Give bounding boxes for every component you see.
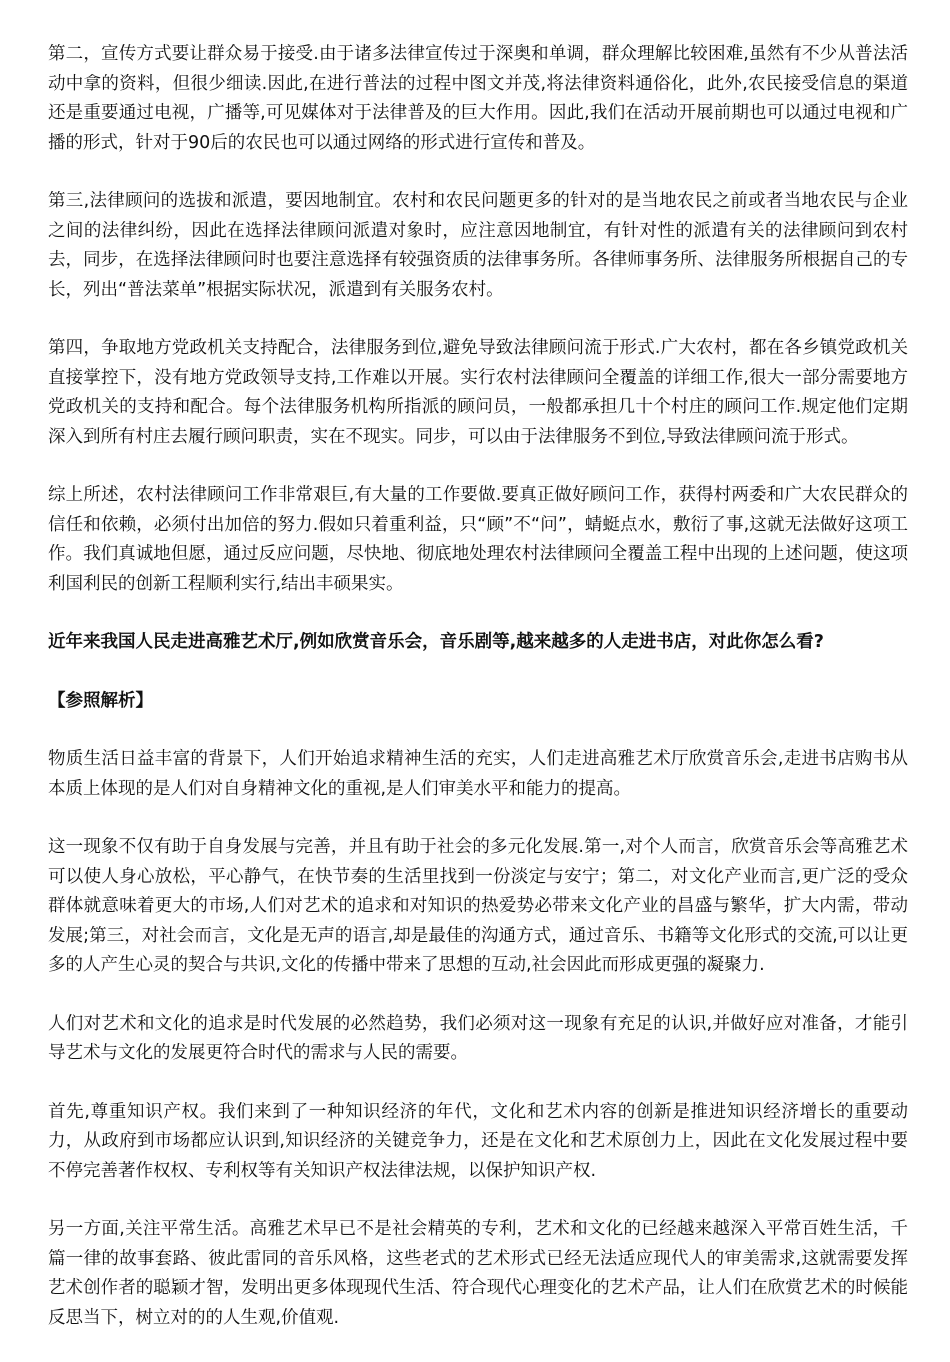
document-page: [48, 40, 908, 1362]
paragraph-daily-life: 另一方面,关注平常生活。高雅艺术早已不是社会精英的专利，艺术和文化的已经越来越深入平常百姓生活，千篇一律的故事套路、彼此雷同的音乐风格，这些老式的艺术形式已经无法适应现代人的审美需求,这就需要发挥艺术创作者的聪颖才智，发明出更多体现现代生活、符合现代心理变化的艺术产品，让人们在欣赏艺术的时候能反思当下，树立对的的人生观,价值观.: [48, 1219, 908, 1328]
paragraph-intellectual-property: 首先,尊重知识产权。我们来到了一种知识经济的年代，文化和艺术内容的创新是推进知识经济增长的重要动力，从政府到市场都应认识到,知识经济的关键竞争力，还是在文化和艺术原创力上，因此在文化发展过程中要不停完善著作权权、专利权等有关知识产权法律法规，以保护知识产权.: [48, 1101, 908, 1181]
paragraph-conclusion: 综上所述，农村法律顾问工作非常艰巨,有大量的工作要做.要真正做好顾问工作，获得村两委和广大农民群众的信任和依赖，必须付出加倍的努力.假如只着重利益，只“顾”不“问”，蜻蜓点水，敷衍了事,这就无法做好这项工作。我们真诚地但愿，通过反应问题，尽快地、彻底地处理农村法律顾问全覆盖工程中出现的上述问题，使这项利国利民的创新工程顺利实行,结出丰硕果实。: [48, 485, 908, 594]
paragraph-spiritual-pursuit: 物质生活日益丰富的背景下，人们开始追求精神生活的充实，人们走进高雅艺术厅欣赏音乐会,走进书店购书从本质上体现的是人们对自身精神文化的重视,是人们审美水平和能力的提高。: [48, 749, 908, 799]
paragraph-benefits: 这一现象不仅有助于自身发展与完善，并且有助于社会的多元化发展.第一,对个人而言，欣赏音乐会等高雅艺术可以使人身心放松，平心静气，在快节奏的生活里找到一份淡定与安宁；第二，对文化产业而言,更广泛的受众群体就意味着更大的市场,人们对艺术的追求和对知识的热爱势必带来文化产业的昌盛与繁华，扩大内需，带动发展;第三，对社会而言，文化是无声的语言,却是最佳的沟通方式，通过音乐、书籍等文化形式的交流,可以让更多的人产生心灵的契合与共识,文化的传播中带来了思想的互动,社会因此而形成更强的凝聚力.: [48, 837, 908, 975]
paragraph-local-government-support: 第四，争取地方党政机关支持配合，法律服务到位,避免导致法律顾问流于形式.广大农村，都在各乡镇党政机关直接掌控下，没有地方党政领导支持,工作难以开展。实行农村法律顾问全覆盖的详细工作,很大一部分需要地方党政机关的支持和配合。每个法律服务机构所指派的顾问员，一般都承担几十个村庄的顾问工作.规定他们定期深入到所有村庄去履行顾问职责，实在不现实。同步，可以由于法律服务不到位,导致法律顾问流于形式。: [48, 338, 908, 447]
paragraph-trend: 人们对艺术和文化的追求是时代发展的必然趋势，我们必须对这一现象有充足的认识,并做好应对准备，才能引导艺术与文化的发展更符合时代的需求与人民的需要。: [48, 1013, 908, 1063]
paragraph-legal-advisor-selection: 第三,法律顾问的选拔和派遣，要因地制宜。农村和农民问题更多的针对的是当地农民之前或者当地农民与企业之间的法律纠纷，因此在选择法律顾问派遣对象时，应注意因地制宜，有针对性的派遣有关的法律顾问到农村去，同步，在选择法律顾问时也要注意选择有较强资质的法律事务所。各律师事务所、法律服务所根据自己的专长，列出“普法菜单”根据实际状况，派遣到有关服务农村。: [48, 191, 908, 300]
paragraph-publicity-method: 第二，宣传方式要让群众易于接受.由于诸多法律宣传过于深奥和单调，群众理解比较困难,虽然有不少从普法活动中拿的资料，但很少细读.因此,在进行普法的过程中图文并茂,将法律资料通俗化，此外,农民接受信息的渠道还是重要通过电视，广播等,可见媒体对于法律普及的巨大作用。因此,我们在活动开展前期也可以通过电视和广播的形式，针对于90后的农民也可以通过网络的形式进行宣传和普及。: [48, 44, 908, 153]
question-heading: 近年来我国人民走进高雅艺术厅,例如欣赏音乐会，音乐剧等,越来越多的人走进书店，对此你怎么看?: [48, 632, 824, 652]
reference-analysis-heading: 【参照解析】: [48, 690, 153, 711]
